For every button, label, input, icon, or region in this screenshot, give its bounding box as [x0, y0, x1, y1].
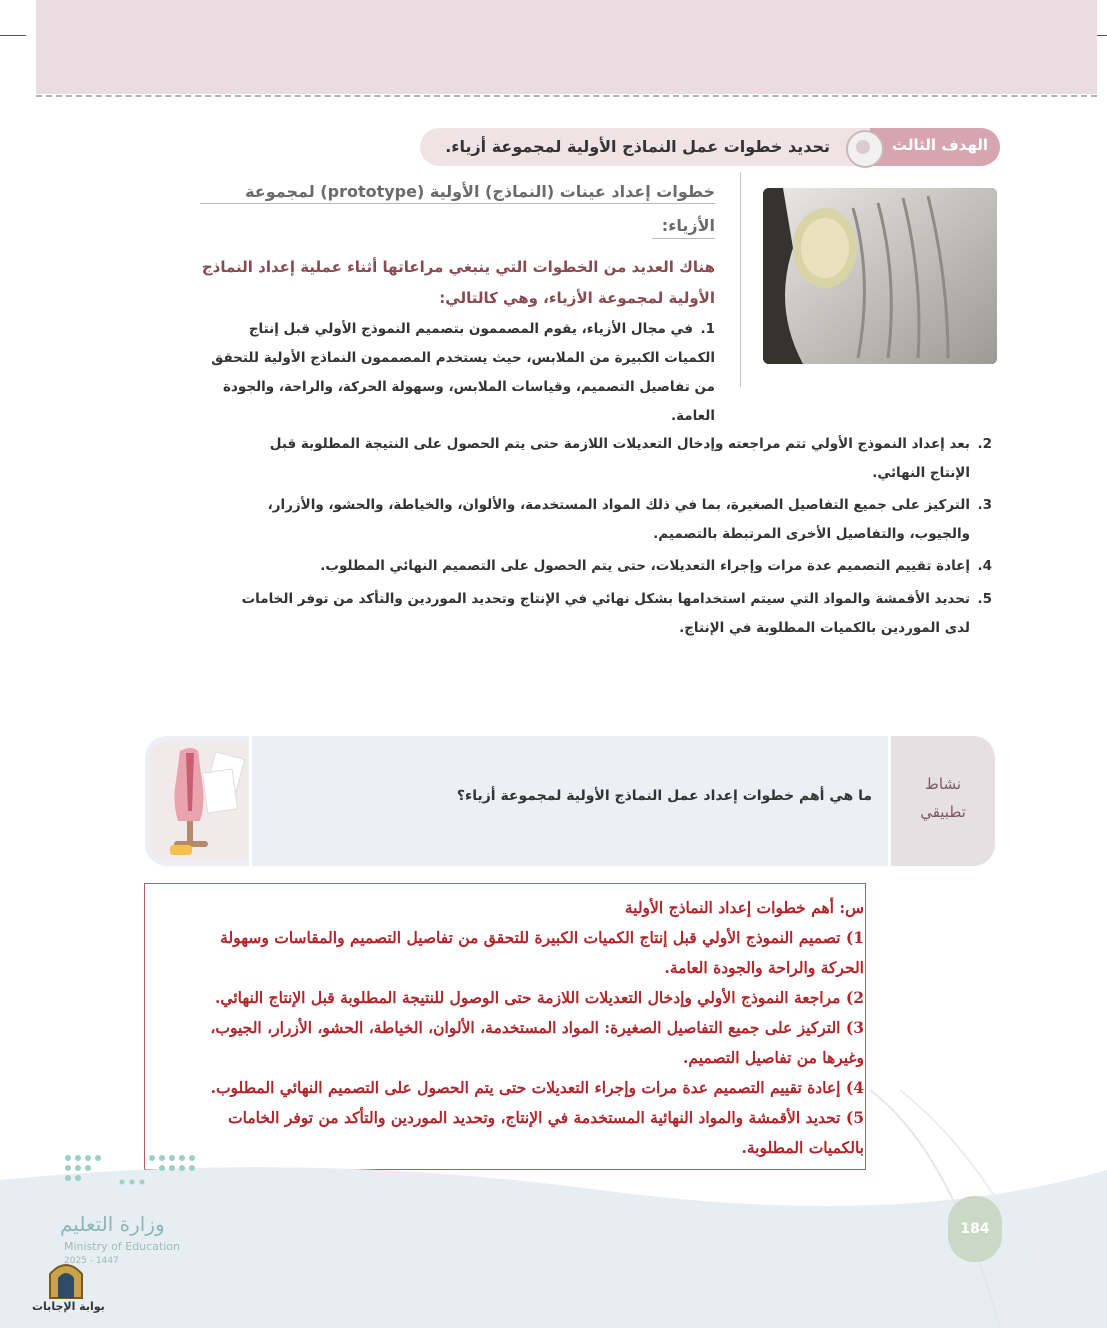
step-line: في مجال الأزياء، يقوم المصممون بتصميم النموذج الأولي قبل إنتاج — [248, 321, 693, 337]
step-line: تحديد الأقمشة والمواد التي سيتم استخدامها بشكل نهائي في الإنتاج وتحديد الموردين والتأكد من توفر الخامات — [241, 591, 970, 607]
step-item — [145, 430, 992, 488]
step-line: التركيز على جميع التفاصيل الصغيرة، بما في ذلك المواد المستخدمة، والألوان، والخياطة، والحشو، والأزرار، — [267, 497, 970, 513]
watermark-label: بوابة الإجابات — [32, 1300, 105, 1313]
column-divider — [740, 172, 741, 387]
activity-separator — [249, 736, 252, 866]
step-line: إعادة تقييم التصميم عدة مرات وإجراء التعديلات، حتى يتم الحصول على التصميم النهائي المطلوب. — [320, 558, 970, 574]
activity-separator — [888, 736, 891, 866]
heading-underline — [200, 203, 715, 204]
answer-line: 1) تصميم النموذج الأولي قبل إنتاج الكميات الكبيرة للتحقق من تفاصيل التصميم والمقاسات وسهولة — [220, 928, 864, 947]
answer-line: 4) إعادة تقييم التصميم عدة مرات وإجراء التعديلات حتى يتم الحصول على التصميم النهائي المطلوب. — [210, 1078, 864, 1097]
answer-line: 2) مراجعة النموذج الأولي وإدخال التعديلات اللازمة حتى الوصول للنتيجة المطلوبة قبل الإنتاج النهائي. — [215, 988, 864, 1007]
step-item — [145, 491, 992, 549]
step-line: الكميات الكبيرة من الملابس، حيث يستخدم المصممون النماذج الأولية للتحقق — [211, 350, 715, 366]
step-line: من تفاصيل التصميم، وقياسات الملابس، وسهولة الحركة، والراحة، والجودة — [223, 379, 715, 395]
crop-mark — [0, 35, 26, 36]
goal-tag-label: الهدف الثالث — [891, 136, 988, 154]
step-line: بعد إعداد النموذج الأولي تتم مراجعته وإدخال التعديلات اللازمة حتى يتم الحصول على النتيجة المطلوبة قبل — [269, 436, 970, 452]
answer-line: 5) تحديد الأقمشة والمواد النهائية المستخدمة في الإنتاج، وتحديد الموردين والتأكد من توفر الخامات — [228, 1108, 864, 1127]
ministry-year: 2025 - 1447 — [64, 1256, 119, 1266]
step-line: لدى الموردين بالكميات المطلوبة في الإنتاج. — [679, 620, 970, 636]
step-line: والجيوب، والتفاصيل الأخرى المرتبطة بالتصميم. — [653, 526, 970, 542]
bottom-wave-decoration — [0, 1090, 1107, 1328]
goal-title: تحديد خطوات عمل النماذج الأولية لمجموعة أزياء. — [445, 137, 830, 156]
top-header-band — [36, 0, 1097, 94]
step-number: 5. — [977, 591, 992, 607]
answer-line: وغيرها من تفاصيل التصميم. — [683, 1048, 864, 1067]
step-number: 4. — [977, 558, 992, 574]
dress-form-illustration — [150, 741, 248, 861]
step-line: الإنتاج النهائي. — [872, 465, 970, 481]
section-heading — [200, 175, 715, 243]
ministry-name-en: Ministry of Education — [64, 1240, 181, 1253]
step-number: 1. — [700, 321, 715, 337]
ministry-logo-dots — [62, 1152, 202, 1198]
mannequin-photo — [763, 188, 997, 364]
page-number: 184 — [948, 1196, 1002, 1262]
step-item — [145, 552, 992, 581]
step-number: 3. — [977, 497, 992, 513]
activity-tag-line: تطبيقي — [920, 803, 966, 821]
step-number: 2. — [977, 436, 992, 452]
heading-underline — [652, 238, 715, 239]
gate-logo-icon — [44, 1256, 88, 1300]
dashed-divider — [36, 95, 1097, 97]
answer-line: الحركة والراحة والجودة العامة. — [664, 958, 864, 977]
intro-line: الأولية لمجموعة الأزياء، وهي كالتالي: — [439, 289, 715, 307]
step-line: العامة. — [670, 408, 715, 424]
section-heading-line2: الأزياء: — [661, 216, 715, 235]
activity-tag-line: نشاط — [925, 775, 961, 793]
activity-question: ما هي أهم خطوات إعداد عمل النماذج الأولية لمجموعة أزياء؟ — [456, 788, 872, 804]
intro-line: هناك العديد من الخطوات التي ينبغي مراعاتها أثناء عملية إعداد النماذج — [201, 258, 715, 276]
activity-tag-label — [898, 770, 988, 826]
step-item — [145, 585, 992, 643]
ministry-name-ar: وزارة التعليم — [60, 1212, 165, 1236]
step-item — [145, 315, 715, 431]
intro-paragraph — [145, 252, 715, 314]
answer-line: س: أهم خطوات إعداد النماذج الأولية — [624, 898, 864, 917]
answer-line: بالكميات المطلوبة. — [741, 1138, 864, 1157]
section-heading-line1: خطوات إعداد عينات (النماذج) الأولية (prototype) لمجموعة — [245, 182, 715, 201]
target-icon-center — [856, 140, 870, 154]
answer-line: 3) التركيز على جميع التفاصيل الصغيرة: المواد المستخدمة، الألوان، الخياطة، الحشو، الأزرار، الجيوب، — [210, 1018, 864, 1037]
